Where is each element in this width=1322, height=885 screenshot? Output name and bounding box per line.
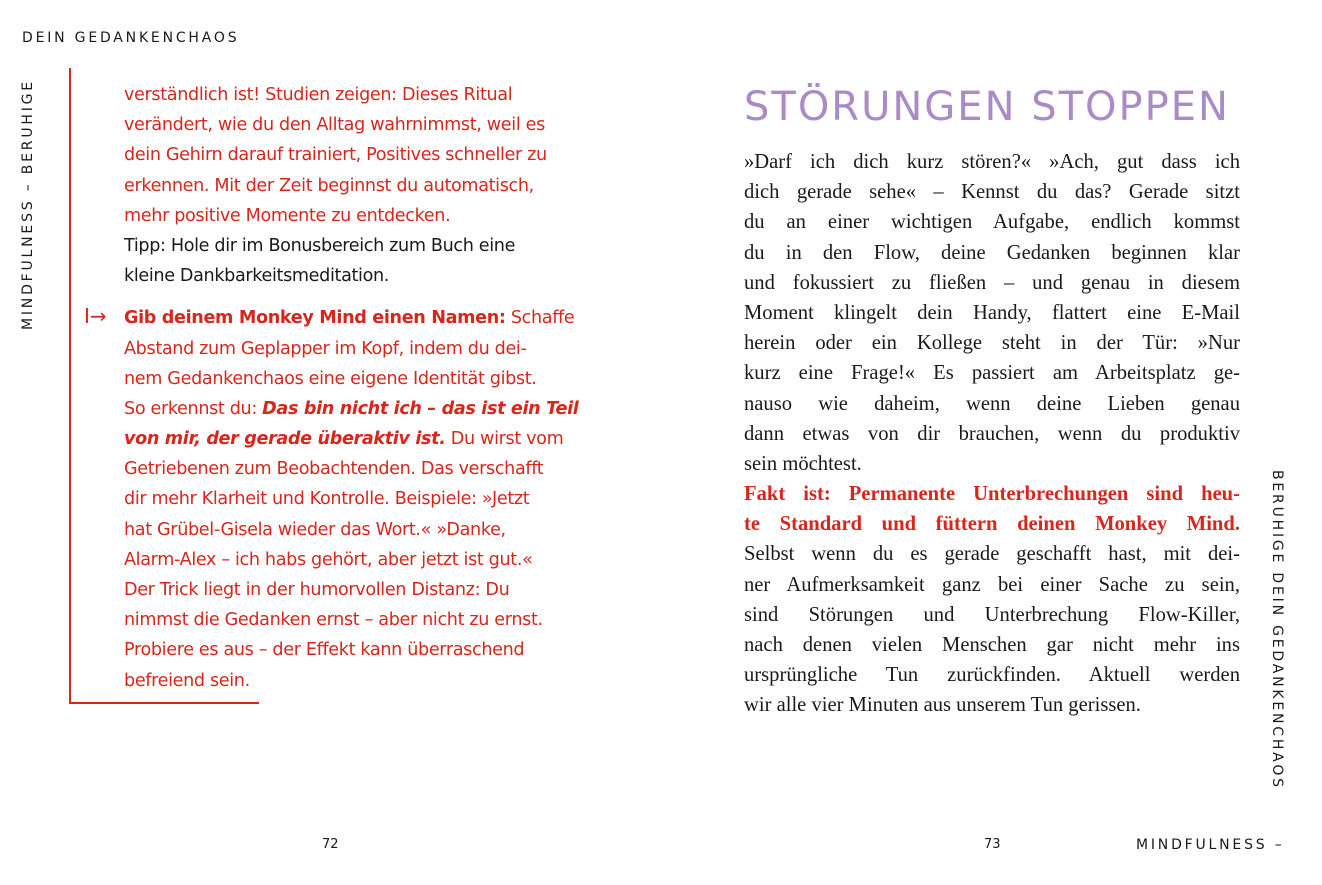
item-text: Schaffe [505, 308, 575, 329]
text-line: »Darf ich dich kurz stören?« »Ach, gut dass ich [744, 151, 1240, 173]
arrow-right-icon: I→ [84, 304, 107, 328]
text-line: Moment klingelt dein Handy, flattert eine E-Mail [744, 301, 1240, 324]
left-body-text [124, 80, 594, 696]
highlight-line: Fakt ist: Permanente Unterbrechungen sind heu- [744, 483, 1240, 506]
text-line: wir alle vier Minuten aus unserem Tun gerissen. [744, 694, 1141, 717]
item-line: Abstand zum Geplapper im Kopf, indem du dei- [124, 338, 527, 359]
text-line: dich gerade sehe« – Kennst du das? Gerade sitzt [744, 181, 1240, 204]
running-head: DEIN GEDANKENCHAOS [22, 30, 240, 46]
item-text: So erkennst du: [124, 398, 263, 419]
text-line: nauso wie daheim, wenn deine Lieben genau [744, 392, 1240, 415]
text-line: erkennen. Mit der Zeit beginnst du automatisch, [124, 175, 534, 196]
item-line [124, 394, 594, 424]
text-line: du in den Flow, deine Gedanken beginnen klar [744, 241, 1240, 264]
tip-line: kleine Dankbarkeitsmeditation. [124, 266, 390, 287]
text-line: herein oder ein Kollege steht in der Tür: »Nur [744, 332, 1240, 355]
page-number-right: 73 [984, 837, 1001, 852]
item-line: Der Trick liegt in der humorvollen Distanz: Du [124, 580, 510, 600]
highlight-line: te Standard und füttern deinen Monkey Mind. [744, 513, 1240, 536]
text-line: ner Aufmerksamkeit ganz bei einer Sache zu sein, [744, 573, 1240, 596]
text-line: verändert, wie du den Alltag wahrnimmst, weil es [124, 115, 545, 136]
item-line: nimmst die Gedanken ernst – aber nicht zu ernst. [124, 610, 543, 631]
text-line: kurz eine Frage!« Es passiert am Arbeitsplatz ge- [744, 362, 1240, 385]
text-line: verständlich ist! Studien zeigen: Dieses Ritual [124, 85, 513, 105]
text-line: du an einer wichtigen Aufgabe, endlich kommst [744, 211, 1240, 234]
text-line: dann etwas von dir brauchen, wenn du produktiv [744, 422, 1240, 445]
text-line: mehr positive Momente zu entdecken. [124, 205, 451, 226]
section-heading: STÖRUNGEN STOPPEN [744, 84, 1230, 130]
item-line: Getriebenen zum Beobachtenden. Das verschafft [124, 459, 544, 480]
item-line: Probiere es aus – der Effekt kann überraschend [124, 640, 525, 661]
item-line: befreiend sein. [124, 670, 250, 691]
text-line: nach denen vielen Menschen gar nicht mehr ins [744, 634, 1240, 656]
text-line: dein Gehirn darauf trainiert, Positives schneller zu [124, 145, 547, 166]
emphasis-text: Das bin nicht ich – das ist ein Teil [262, 398, 579, 419]
item-line: dir mehr Klarheit und Kontrolle. Beispiele: »Jetzt [124, 489, 530, 510]
item-line: Alarm-Alex – ich habs gehört, aber jetzt ist gut.« [124, 549, 533, 570]
right-body-text [744, 147, 1240, 721]
emphasis-text: von mir, der gerade überaktiv ist. [124, 429, 446, 450]
text-line: Selbst wenn du es gerade geschafft hast, mit dei- [744, 543, 1240, 566]
item-line [124, 303, 594, 333]
item-text: Du wirst vom [445, 429, 564, 450]
text-line: ursprüngliche Tun zurückfinden. Aktuell werden [744, 664, 1240, 687]
footer-label: MINDFULNESS – [1136, 837, 1285, 853]
bracket-line-horizontal [69, 702, 259, 704]
side-label-left: MINDFULNESS – BERUHIGE [20, 79, 36, 330]
tip-line: Tipp: Hole dir im Bonusbereich zum Buch eine [124, 235, 516, 256]
text-line: sein möchtest. [744, 452, 862, 475]
item-line: nem Gedankenchaos eine eigene Identität gibst. [124, 368, 537, 389]
side-label-right: BERUHIGE DEIN GEDANKENCHAOS [1269, 470, 1285, 790]
item-line [124, 424, 594, 454]
item-lead: Gib deinem Monkey Mind einen Namen: [124, 308, 506, 329]
page-number-left: 72 [322, 837, 339, 852]
text-line: und fokussiert zu fließen – und genau in diesem [744, 271, 1240, 294]
bracket-line-vertical [69, 68, 71, 704]
text-line: sind Störungen und Unterbrechung Flow-Killer, [744, 603, 1240, 626]
item-line: hat Grübel-Gisela wieder das Wort.« »Danke, [124, 519, 506, 540]
